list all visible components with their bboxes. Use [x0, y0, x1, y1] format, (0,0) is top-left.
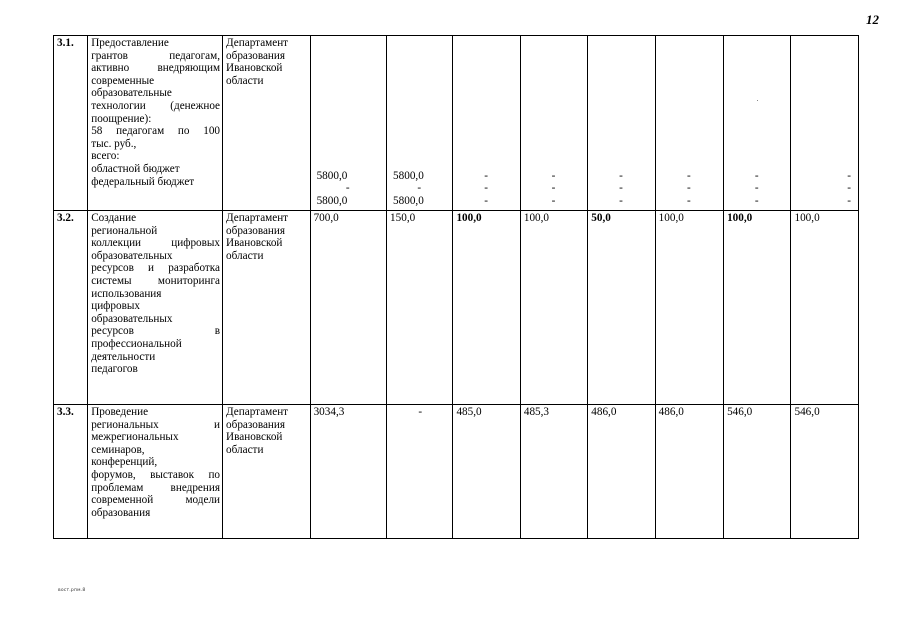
value-regional: - — [754, 182, 759, 194]
description-line: всего: — [91, 150, 120, 163]
description-line: активно внедряющим — [91, 62, 221, 75]
description-line: системы мониторинга — [91, 274, 221, 287]
value-federal: - — [847, 195, 851, 207]
value-regional: - — [551, 182, 556, 194]
value-federal: - — [551, 195, 556, 207]
executor-line: образования — [226, 224, 286, 237]
executor — [223, 405, 311, 539]
description-line: проблемам внедрения — [91, 481, 221, 494]
executor-line: Ивановской — [226, 431, 283, 444]
executor-line: Департамент — [226, 212, 289, 224]
value-cell: 546,0 — [791, 405, 859, 539]
description-line: технологии (денежное — [91, 99, 221, 112]
value-regional: - — [687, 182, 691, 194]
value-cell: 486,0 — [588, 405, 655, 539]
value-cell — [520, 36, 587, 211]
table-row — [54, 405, 859, 539]
description-line: ресурсов и разработка — [91, 262, 221, 275]
description-line: региональной — [91, 224, 158, 237]
value-regional: - — [345, 182, 350, 194]
value-federal: - — [619, 195, 623, 207]
value-total: - — [551, 170, 556, 182]
scan-speck — [757, 100, 758, 101]
value-regional: - — [847, 182, 851, 194]
value-cell: 486,0 — [655, 405, 723, 539]
value-cell: 100,0 — [655, 211, 723, 405]
value-cell: 3034,3 — [310, 405, 386, 539]
description-line: 58 педагогам по 100 — [91, 125, 221, 138]
program-table — [53, 35, 859, 539]
activity-description — [88, 211, 223, 405]
description-line: педагогов — [91, 363, 138, 376]
value-cell: - — [387, 405, 453, 539]
value-total: - — [619, 170, 623, 182]
value-cell: 485,0 — [453, 405, 520, 539]
description-line: областной бюджет — [91, 162, 180, 175]
value-federal: 5800,0 — [316, 195, 348, 207]
value-cell: 700,0 — [310, 211, 386, 405]
description-line: коллекции цифровых — [91, 237, 221, 250]
value-cell: 50,0 — [588, 211, 655, 405]
description-line: профессиональной — [91, 337, 182, 350]
executor-line: образования — [226, 49, 286, 62]
description-line: тыс. руб., — [91, 137, 137, 150]
description-line: федеральный бюджет — [91, 175, 195, 188]
description-line: грантов педагогам, — [91, 49, 221, 62]
executor — [223, 36, 311, 211]
value-total: - — [847, 170, 851, 182]
description-line: образования — [91, 506, 151, 519]
value-regional: - — [619, 182, 623, 194]
value-total: 5800,0 — [316, 170, 348, 182]
description-line: межрегиональных — [91, 431, 179, 444]
value-cell: 100,0 — [791, 211, 859, 405]
table-row — [54, 36, 859, 211]
value-cell — [310, 36, 386, 211]
executor — [223, 211, 311, 405]
description-line: семинаров, — [91, 443, 145, 456]
row-number: 3.2. — [54, 211, 88, 405]
value-cell — [724, 36, 791, 211]
description-line: образовательных — [91, 312, 173, 325]
description-line: Проведение — [91, 406, 149, 418]
executor-line: Департамент — [226, 37, 289, 49]
value-cell — [588, 36, 655, 211]
row-number: 3.1. — [54, 36, 88, 211]
value-cell: 546,0 — [724, 405, 791, 539]
executor-line: образования — [226, 418, 286, 431]
value-federal: - — [484, 195, 488, 207]
value-total: - — [687, 170, 691, 182]
executor-line: области — [226, 249, 264, 262]
executor-line: области — [226, 74, 264, 87]
value-federal: - — [754, 195, 759, 207]
executor-line: Ивановской — [226, 62, 283, 75]
description-line: конференций, — [91, 456, 158, 469]
value-total: - — [754, 170, 759, 182]
value-cell — [791, 36, 859, 211]
executor-line: Ивановской — [226, 237, 283, 250]
value-cell: 100,0 — [520, 211, 587, 405]
activity-description — [88, 36, 223, 211]
executor-line: области — [226, 443, 264, 456]
footer-mark: вост.рпм.8 — [58, 588, 86, 593]
description-line: поощрение): — [91, 112, 152, 125]
value-cell — [655, 36, 723, 211]
description-line: ресурсов в — [91, 325, 221, 338]
value-cell: 100,0 — [724, 211, 791, 405]
value-regional: - — [484, 182, 488, 194]
value-cell — [387, 36, 453, 211]
value-cell: 100,0 — [453, 211, 520, 405]
description-line: цифровых — [91, 300, 141, 313]
row-number: 3.3. — [54, 405, 88, 539]
page-number: 12 — [866, 12, 879, 27]
value-cell — [453, 36, 520, 211]
description-line: Предоставление — [91, 37, 169, 49]
description-line: использования — [91, 287, 162, 300]
value-total: 5800,0 — [393, 170, 424, 182]
table-row — [54, 211, 859, 405]
activity-description — [88, 405, 223, 539]
description-line: деятельности — [91, 350, 156, 363]
description-line: региональных и — [91, 418, 221, 431]
description-line: образовательные — [91, 87, 172, 100]
value-total: - — [484, 170, 488, 182]
description-line: современные — [91, 74, 155, 87]
value-federal: 5800,0 — [393, 195, 424, 207]
value-cell: 485,3 — [520, 405, 587, 539]
description-line: современной модели — [91, 494, 221, 507]
value-federal: - — [687, 195, 691, 207]
executor-line: Департамент — [226, 406, 289, 418]
description-line: образовательных — [91, 249, 173, 262]
value-cell: 150,0 — [387, 211, 453, 405]
description-line: форумов, выставок по — [91, 468, 221, 481]
description-line: Создание — [91, 212, 137, 224]
value-regional: - — [417, 182, 422, 194]
